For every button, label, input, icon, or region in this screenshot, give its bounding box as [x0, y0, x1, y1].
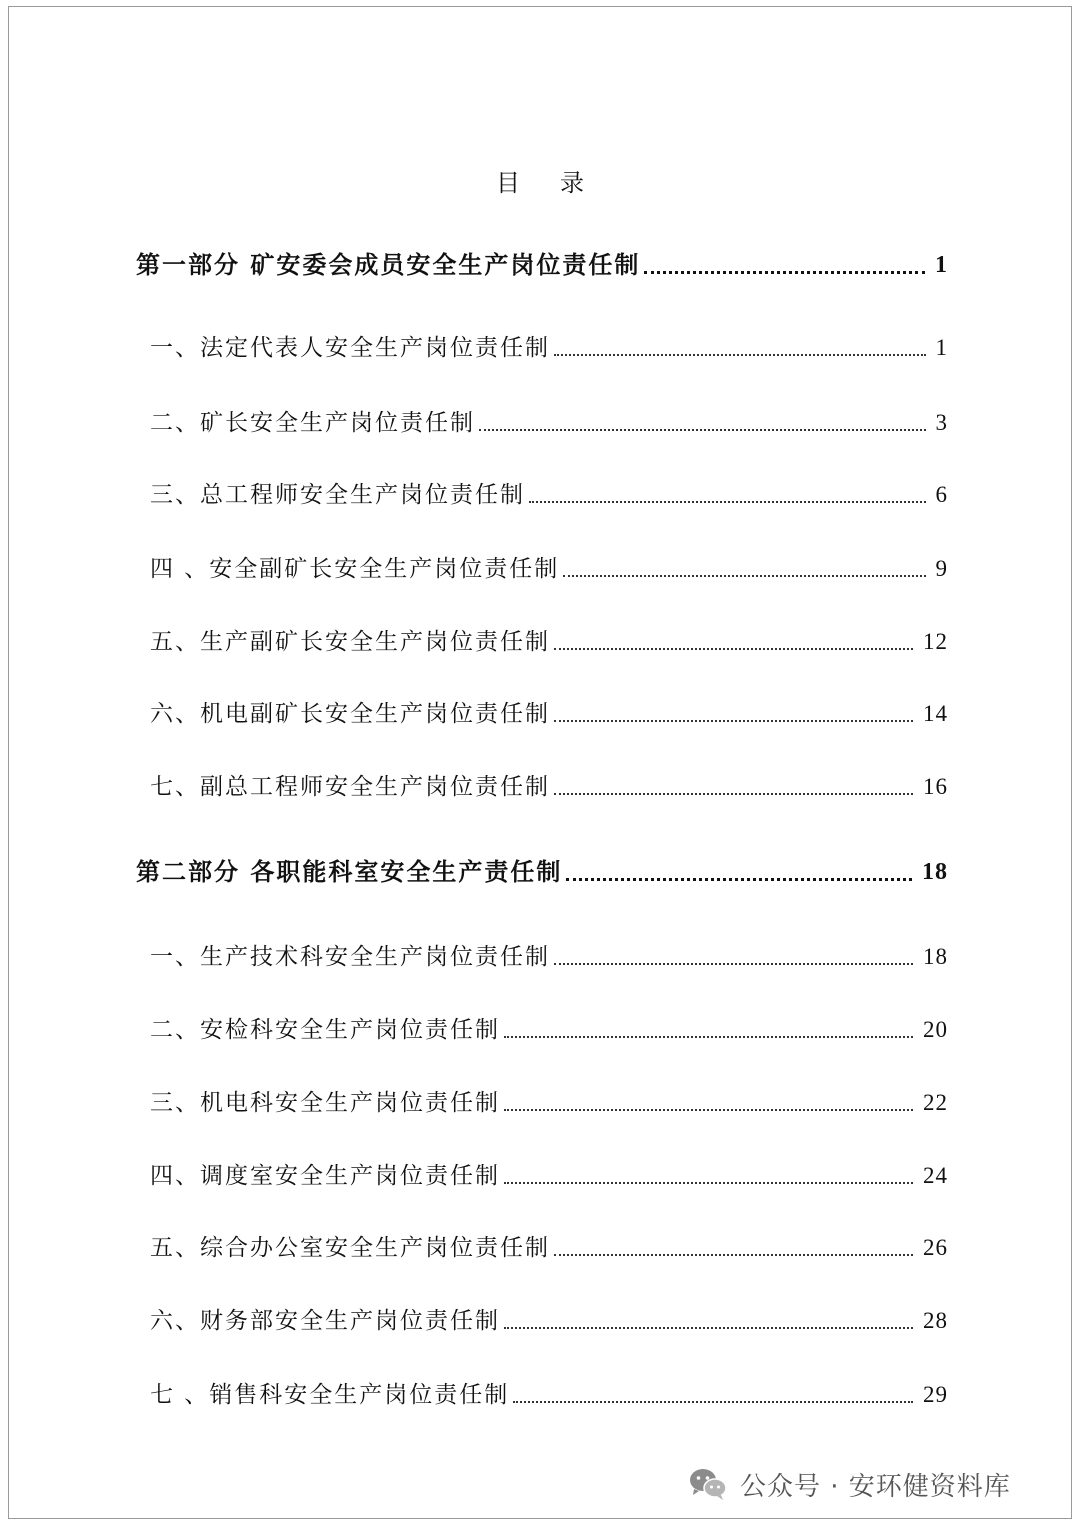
toc-dot-leader	[504, 1109, 913, 1111]
toc-page-number: 14	[923, 701, 948, 726]
toc-entry-label: 六、机电副矿长安全生产岗位责任制	[150, 701, 550, 727]
toc-page-number: 6	[935, 482, 948, 507]
toc-dot-leader	[504, 1327, 913, 1329]
toc-part-label: 第一部分 矿安委会成员安全生产岗位责任制	[136, 250, 641, 279]
toc-entry-label: 六、财务部安全生产岗位责任制	[150, 1308, 500, 1334]
toc-entry-label: 七 、销售科安全生产岗位责任制	[150, 1382, 510, 1408]
toc-dot-leader	[554, 720, 913, 722]
toc-page-number: 3	[935, 410, 948, 435]
toc-page-number: 1	[935, 252, 948, 278]
watermark	[688, 1462, 1011, 1506]
toc-dot-leader	[554, 354, 926, 356]
toc-dot-leader	[554, 648, 913, 650]
toc-entry-label: 五、生产副矿长安全生产岗位责任制	[150, 629, 550, 655]
toc-entry[interactable]	[150, 478, 948, 512]
toc-entry[interactable]	[150, 697, 948, 731]
toc-page-number: 18	[923, 944, 948, 969]
watermark-text: 公众号 · 安环健资料库	[740, 1471, 1011, 1502]
toc-entry-label: 二、矿长安全生产岗位责任制	[150, 410, 475, 436]
toc-entry-label: 七、副总工程师安全生产岗位责任制	[150, 774, 550, 800]
toc-part-2[interactable]	[136, 855, 948, 889]
toc-entry[interactable]	[150, 1231, 948, 1265]
toc-part-label: 第二部分 各职能科室安全生产责任制	[136, 857, 563, 886]
toc-entry[interactable]	[150, 406, 948, 440]
toc-part-1[interactable]	[136, 248, 948, 282]
toc-page-number: 18	[922, 859, 948, 885]
toc-entry-label: 一、生产技术科安全生产岗位责任制	[150, 944, 550, 970]
toc-page-number: 22	[923, 1090, 948, 1115]
toc-entry[interactable]	[150, 1304, 948, 1338]
toc-entry-label: 四 、安全副矿长安全生产岗位责任制	[150, 556, 560, 582]
toc-entry[interactable]	[150, 331, 948, 365]
toc-dot-leader	[554, 793, 913, 795]
toc-page-number: 12	[923, 629, 948, 654]
toc-entry[interactable]	[150, 552, 948, 586]
toc-entry[interactable]	[150, 1378, 948, 1412]
toc-entry-label: 三、机电科安全生产岗位责任制	[150, 1090, 500, 1116]
toc-entry[interactable]	[150, 1013, 948, 1047]
toc-page-number: 28	[923, 1308, 948, 1333]
toc-page-number: 20	[923, 1017, 948, 1042]
toc-page-number: 29	[923, 1382, 948, 1407]
toc-dot-leader	[563, 575, 925, 577]
toc-dot-leader	[504, 1182, 913, 1184]
toc-page-number: 26	[923, 1235, 948, 1260]
toc-page-number: 9	[935, 556, 948, 581]
toc-dot-leader	[644, 271, 925, 274]
toc-entry-label: 四、调度室安全生产岗位责任制	[150, 1163, 500, 1189]
toc-title: 目录	[496, 169, 624, 197]
toc-dot-leader	[554, 963, 913, 965]
toc-dot-leader	[479, 429, 926, 431]
toc-entry-label: 一、法定代表人安全生产岗位责任制	[150, 335, 550, 361]
toc-entry[interactable]	[150, 1159, 948, 1193]
toc-dot-leader	[504, 1036, 913, 1038]
toc-page-number: 16	[923, 774, 948, 799]
toc-entry[interactable]	[150, 1086, 948, 1120]
toc-dot-leader	[529, 501, 926, 503]
toc-entry-label: 五、综合办公室安全生产岗位责任制	[150, 1235, 550, 1261]
toc-page-number: 1	[935, 335, 948, 360]
toc-entry-label: 三、总工程师安全生产岗位责任制	[150, 482, 525, 508]
toc-entry[interactable]	[150, 625, 948, 659]
toc-dot-leader	[554, 1254, 913, 1256]
toc-entry-label: 二、安检科安全生产岗位责任制	[150, 1017, 500, 1043]
toc-page-number: 24	[923, 1163, 948, 1188]
toc-dot-leader	[566, 878, 912, 881]
wechat-icon	[688, 1466, 728, 1502]
toc-entry[interactable]	[150, 770, 948, 804]
toc-dot-leader	[513, 1401, 913, 1403]
toc-entry[interactable]	[150, 940, 948, 974]
